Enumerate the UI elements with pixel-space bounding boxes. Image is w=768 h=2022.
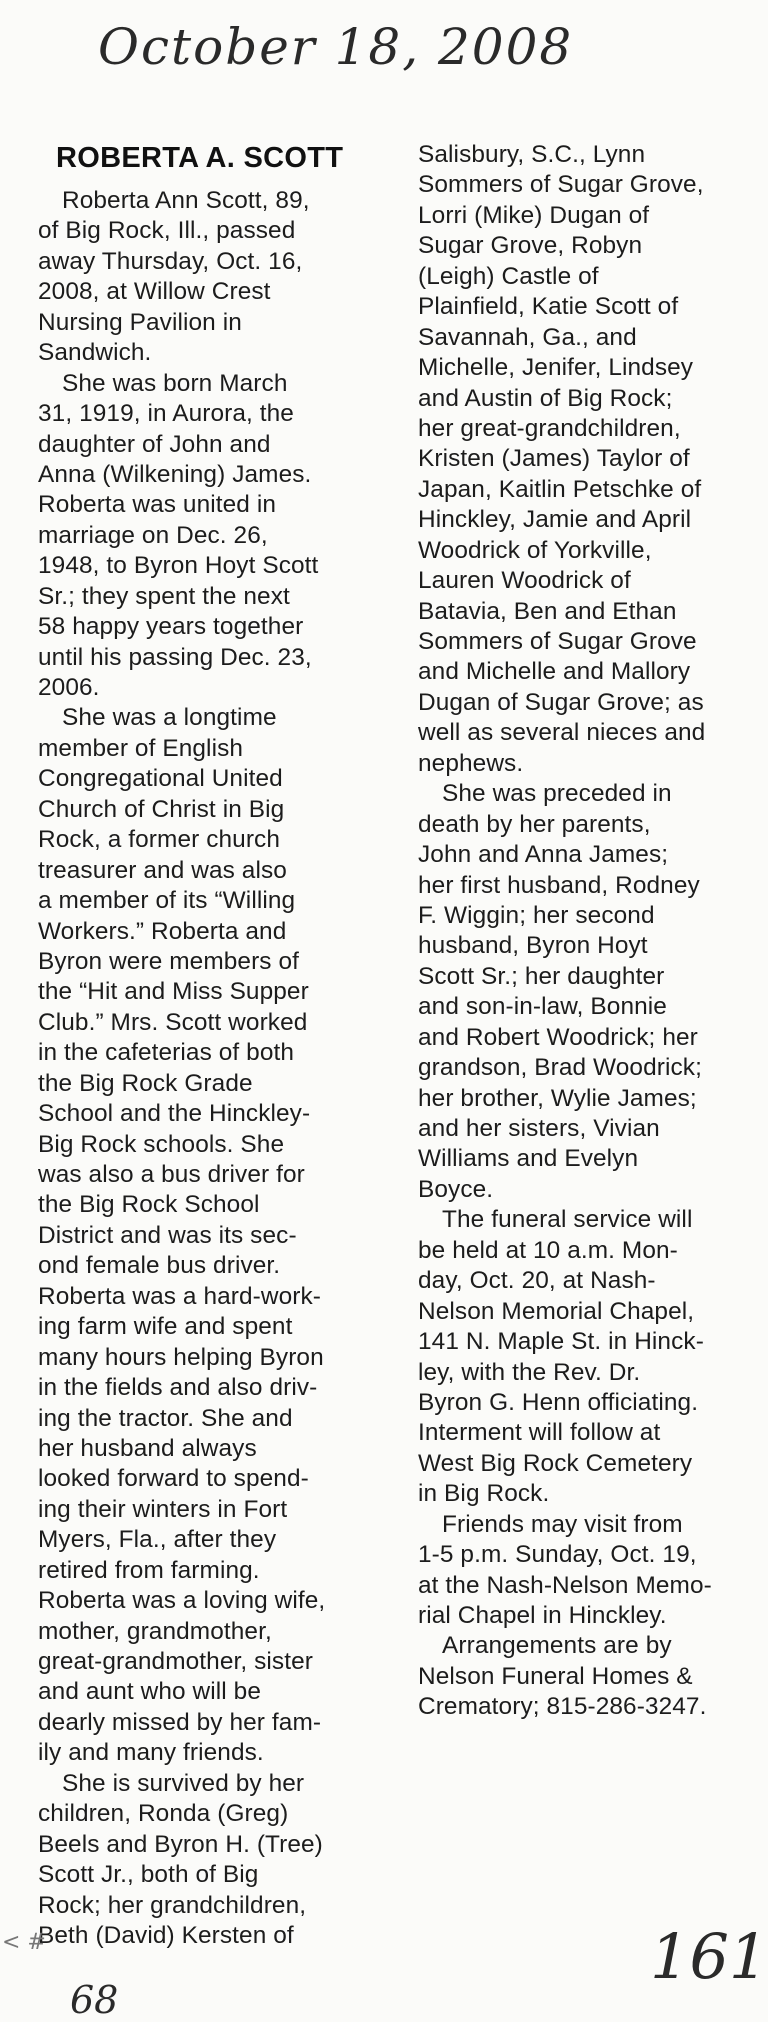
obituary-text-line: death by her parents, — [418, 810, 651, 838]
obituary-text-line: Church of Christ in Big — [38, 795, 285, 823]
obituary-text-line: and Austin of Big Rock; — [418, 384, 673, 412]
obituary-text-line: well as several nieces and — [418, 719, 706, 747]
obituary-text-line: Roberta was a hard-work- — [38, 1282, 321, 1310]
obituary-text-line: many hours helping Byron — [38, 1343, 324, 1371]
obituary-text-line: Scott Sr.; her daughter — [418, 962, 665, 990]
obituary-text-line: and son-in-law, Bonnie — [418, 993, 667, 1021]
obituary-text-line: treasurer and was also — [38, 856, 287, 884]
obituary-text-line: in the fields and also driv- — [38, 1374, 318, 1402]
obituary-text-line: Salisbury, S.C., Lynn — [418, 141, 646, 168]
obituary-text-line: F. Wiggin; her second — [418, 901, 655, 929]
obituary-text-line: 31, 1919, in Aurora, the — [38, 400, 294, 428]
obituary-text-line: Lorri (Mike) Dugan of — [418, 201, 650, 229]
obituary-text-line: and her sisters, Vivian — [418, 1115, 660, 1142]
obituary-text-line: Roberta was a loving wife, — [38, 1587, 326, 1615]
obituary-text-line: Big Rock schools. She — [38, 1130, 285, 1158]
obituary-text-line: ing the tractor. She and — [38, 1404, 293, 1432]
obituary-text-line: Rock, a former church — [38, 826, 281, 854]
obituary-text-line: Arrangements are by — [442, 1632, 672, 1660]
obituary-text-line: (Leigh) Castle of — [418, 262, 599, 290]
obituary-text-line: Sandwich. — [38, 339, 152, 367]
obituary-text-line: West Big Rock Cemetery — [418, 1449, 693, 1477]
obituary-headline: ROBERTA A. SCOTT — [56, 142, 344, 174]
obituary-text-line: be held at 10 a.m. Mon- — [418, 1236, 678, 1264]
obituary-text-line: husband, Byron Hoyt — [418, 932, 648, 960]
handwritten-date: October 18, 2008 — [98, 18, 574, 76]
obituary-text-line: Byron G. Henn officiating. — [418, 1388, 699, 1416]
obituary-text-line: District and was its sec- — [38, 1221, 297, 1249]
obituary-text-line: the “Hit and Miss Supper — [38, 978, 309, 1006]
obituary-text-line: and Robert Woodrick; her — [418, 1023, 698, 1051]
obituary-text-line: She was a longtime — [62, 704, 277, 732]
obituary-text-line: Batavia, Ben and Ethan — [418, 597, 677, 625]
obituary-text-line: Friends may visit from — [442, 1510, 683, 1538]
obituary-text-line: School and the Hinckley- — [38, 1100, 311, 1128]
obituary-text-line: Interment will follow at — [418, 1419, 661, 1447]
obituary-text-line: looked forward to spend- — [38, 1465, 309, 1493]
obituary-text-line: Sugar Grove, Robyn — [418, 232, 643, 260]
obituary-text-line: Nelson Memorial Chapel, — [418, 1297, 695, 1325]
handwritten-bottom-scribble: 68 — [70, 1978, 119, 2022]
obituary-right-column — [418, 140, 768, 1723]
obituary-text-line: Nursing Pavilion in — [38, 308, 242, 336]
obituary-text-line: 141 N. Maple St. in Hinck- — [418, 1328, 704, 1356]
obituary-text-line: Beth (David) Kersten of — [38, 1921, 294, 1949]
obituary-text-line: She is survived by her — [62, 1769, 305, 1797]
obituary-text-line: Myers, Fla., after they — [38, 1526, 277, 1554]
obituary-text-line: ily and many friends. — [38, 1739, 264, 1767]
obituary-text-line: Dugan of Sugar Grove; as — [418, 688, 704, 716]
obituary-text-line: her brother, Wylie James; — [418, 1084, 697, 1112]
obituary-text-line: ond female bus driver. — [38, 1252, 281, 1280]
obituary-text-line: was also a bus driver for — [38, 1161, 305, 1188]
obituary-text-line: Club.” Mrs. Scott worked — [38, 1008, 308, 1036]
obituary-text-line: until his passing Dec. 23, — [38, 643, 312, 671]
obituary-text-line: marriage on Dec. 26, — [38, 521, 268, 549]
obituary-text-line: daughter of John and — [38, 430, 271, 458]
obituary-text-line: Boyce. — [418, 1175, 494, 1203]
obituary-text-line: 2008, at Willow Crest — [38, 278, 271, 306]
obituary-text-line: Michelle, Jenifer, Lindsey — [418, 354, 694, 382]
obituary-text-line: Congregational United — [38, 765, 283, 793]
obituary-text-line: away Thursday, Oct. 16, — [38, 247, 303, 275]
obituary-text-line: Beels and Byron H. (Tree) — [38, 1830, 323, 1858]
obituary-text-line: children, Ronda (Greg) — [38, 1800, 289, 1828]
obituary-text-line: retired from farming. — [38, 1556, 260, 1584]
obituary-text-line: the Big Rock School — [38, 1191, 260, 1219]
obituary-text-line: Savannah, Ga., and — [418, 323, 637, 351]
obituary-text-line: ley, with the Rev. Dr. — [418, 1358, 641, 1386]
obituary-text-line: She was born March — [62, 369, 288, 397]
obituary-text-line: Japan, Kaitlin Petschke of — [418, 475, 702, 503]
obituary-text-line: Workers.” Roberta and — [38, 917, 287, 945]
obituary-text-line: mother, grandmother, — [38, 1617, 272, 1645]
obituary-text-line: of Big Rock, Ill., passed — [38, 217, 296, 245]
obituary-text-line: Roberta Ann Scott, 89, — [62, 187, 310, 214]
obituary-text-line: 1948, to Byron Hoyt Scott — [38, 552, 319, 580]
obituary-text-line: Rock; her grandchildren, — [38, 1891, 307, 1919]
obituary-text-line: Woodrick of Yorkville, — [418, 536, 652, 564]
obituary-text-line: her great-grandchildren, — [418, 414, 681, 442]
obituary-text-line: Sommers of Sugar Grove, — [418, 171, 704, 199]
handwritten-margin-mark: < # — [2, 1930, 46, 1955]
obituary-text-line: a member of its “Willing — [38, 887, 296, 915]
obituary-text-line: Lauren Woodrick of — [418, 567, 631, 595]
obituary-text-line: member of English — [38, 734, 244, 762]
obituary-text-line: in Big Rock. — [418, 1480, 550, 1508]
obituary-text-line: day, Oct. 20, at Nash- — [418, 1267, 656, 1295]
obituary-text-line: dearly missed by her fam- — [38, 1708, 322, 1736]
obituary-text-line: Crematory; 815-286-3247. — [418, 1693, 707, 1721]
obituary-text-line: Sommers of Sugar Grove — [418, 628, 697, 655]
obituary-text-line: Byron were members of — [38, 947, 300, 975]
obituary-text-line: 2006. — [38, 674, 100, 701]
obituary-text-line: The funeral service will — [442, 1206, 693, 1234]
obituary-text-line: ing their winters in Fort — [38, 1495, 288, 1523]
obituary-text-line: grandson, Brad Woodrick; — [418, 1054, 702, 1082]
obituary-text-line: her husband always — [38, 1434, 257, 1462]
obituary-text-line: Plainfield, Katie Scott of — [418, 293, 679, 321]
obituary-text-line: rial Chapel in Hinckley. — [418, 1602, 667, 1629]
obituary-text-line: great-grandmother, sister — [38, 1648, 313, 1675]
obituary-text-line: 1-5 p.m. Sunday, Oct. 19, — [418, 1541, 697, 1569]
handwritten-page-number: 161 — [650, 1920, 768, 1993]
obituary-text-line: John and Anna James; — [418, 841, 669, 869]
obituary-text-line: Sr.; they spent the next — [38, 582, 290, 610]
obituary-text-line: the Big Rock Grade — [38, 1069, 253, 1097]
obituary-left-column — [38, 138, 378, 1951]
obituary-text-line: nephews. — [418, 749, 524, 777]
obituary-text-line: her first husband, Rodney — [418, 871, 700, 899]
obituary-text-line: Kristen (James) Taylor of — [418, 445, 690, 473]
obituary-text-line: and aunt who will be — [38, 1678, 262, 1706]
obituary-text-line: and Michelle and Mallory — [418, 658, 691, 686]
obituary-text-line: Roberta was united in — [38, 491, 277, 519]
obituary-text-line: in the cafeterias of both — [38, 1039, 295, 1067]
obituary-text-line: ing farm wife and spent — [38, 1313, 293, 1341]
obituary-text-line: She was preceded in — [442, 780, 672, 808]
obituary-text-line: Scott Jr., both of Big — [38, 1861, 259, 1889]
obituary-text-line: Anna (Wilkening) James. — [38, 460, 312, 488]
obituary-text-line: Nelson Funeral Homes & — [418, 1662, 693, 1690]
obituary-text-line: at the Nash-Nelson Memo- — [418, 1571, 712, 1599]
obituary-text-line: Hinckley, Jamie and April — [418, 506, 692, 534]
obituary-text-line: 58 happy years together — [38, 613, 304, 641]
obituary-text-line: Williams and Evelyn — [418, 1145, 639, 1173]
